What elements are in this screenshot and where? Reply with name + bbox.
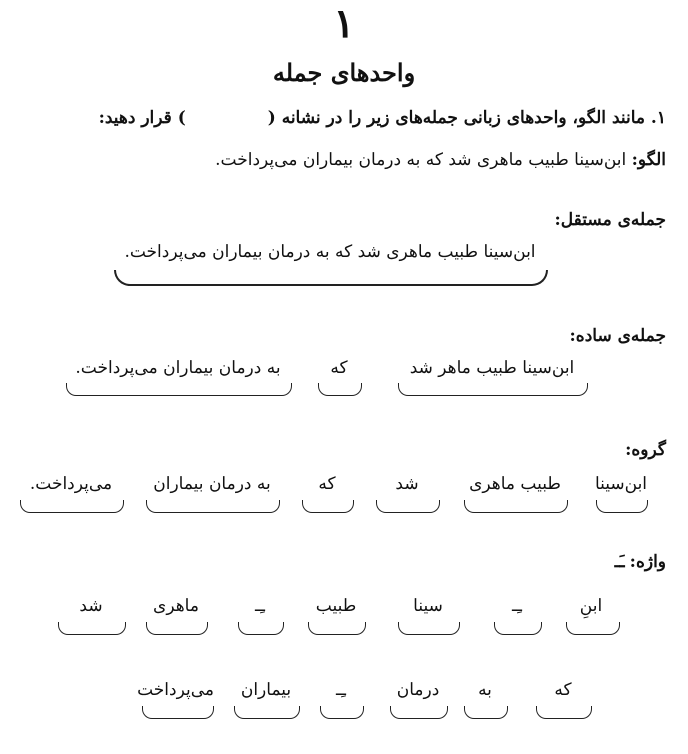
word-bracket — [320, 706, 364, 719]
word-bracket — [494, 622, 542, 635]
group-bracket — [302, 500, 354, 513]
word-heading: واژه: ـَـ — [614, 552, 666, 572]
group-part: شد — [395, 474, 419, 494]
instruction-after: ) قرار دهید: — [98, 108, 186, 128]
word-item: ـِـ — [255, 596, 265, 616]
word-bracket — [536, 706, 592, 719]
group-bracket — [146, 500, 280, 513]
word-bracket — [234, 706, 300, 719]
example-label: الگو: — [631, 150, 666, 170]
group-part: می‌پرداخت. — [29, 474, 113, 494]
word-item: شد — [79, 596, 103, 616]
word-item: طبیب — [315, 596, 357, 616]
lesson-title: واحدهای جمله — [272, 58, 416, 87]
word-heading-mark: ـَـ — [614, 552, 625, 572]
word-item: ابنِ — [579, 596, 603, 616]
word-bracket — [58, 622, 126, 635]
group-bracket — [20, 500, 124, 513]
group-bracket — [464, 500, 568, 513]
word-item: می‌پرداخت — [137, 680, 214, 700]
simple-part: که — [330, 358, 348, 378]
group-heading: گروه: — [625, 440, 666, 460]
word-bracket — [390, 706, 448, 719]
word-bracket — [238, 622, 284, 635]
simple-bracket — [318, 383, 362, 396]
word-item: سینا — [413, 596, 443, 616]
word-bracket — [464, 706, 508, 719]
instruction-before: ۱. مانند الگو، واحدهای زبانی جمله‌های زیر را در نشانه ( — [267, 108, 666, 128]
group-part: ابن‌سینا — [594, 474, 648, 494]
word-item: ـِـ — [336, 680, 346, 700]
simple-part: ابن‌سینا طبیب ماهر شد — [409, 358, 575, 378]
instruction — [99, 108, 666, 128]
example-text: ابن‌سینا طبیب ماهری شد که به درمان بیماران می‌پرداخت. — [215, 150, 627, 170]
word-bracket — [142, 706, 214, 719]
word-item: ماهری — [153, 596, 199, 616]
group-bracket — [376, 500, 440, 513]
simple-bracket — [398, 383, 588, 396]
simple-part: به درمان بیماران می‌پرداخت. — [75, 358, 281, 378]
word-item: درمان — [396, 680, 440, 700]
word-bracket — [566, 622, 620, 635]
lesson-number: ۱ — [333, 0, 355, 47]
word-bracket — [146, 622, 208, 635]
word-item: به — [478, 680, 492, 700]
group-part: که — [318, 474, 336, 494]
independent-sentence: ابن‌سینا طبیب ماهری شد که به درمان بیماران می‌پرداخت. — [124, 242, 536, 262]
word-item: ـِـ — [512, 596, 522, 616]
word-item: بیماران — [240, 680, 292, 700]
group-bracket — [596, 500, 648, 513]
word-bracket — [398, 622, 460, 635]
independent-heading: جمله‌ی مستقل: — [554, 210, 666, 230]
word-bracket — [308, 622, 366, 635]
word-item: که — [554, 680, 572, 700]
independent-bracket — [114, 270, 548, 286]
group-part: طبیب ماهری — [469, 474, 561, 494]
simple-heading: جمله‌ی ساده: — [569, 326, 666, 346]
simple-bracket — [66, 383, 292, 396]
group-part: به درمان بیماران — [153, 474, 271, 494]
example — [215, 150, 666, 170]
